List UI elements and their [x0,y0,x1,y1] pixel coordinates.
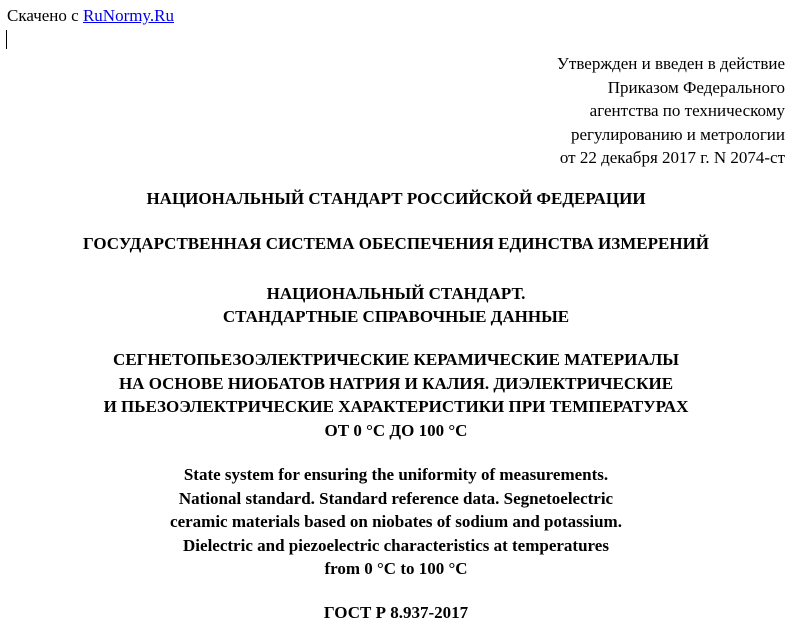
russian-title [0,348,792,442]
gse-heading-text: ГОСУДАРСТВЕННАЯ СИСТЕМА ОБЕСПЕЧЕНИЯ ЕДИНСТВА ИЗМЕРЕНИЙ [82,234,710,253]
approval-line: от 22 декабря 2017 г. N 2074-ст [559,148,785,167]
gost-number: ГОСТ Р 8.937-2017 [323,603,469,622]
approval-line: Приказом Федерального [607,77,785,97]
russian-title-line: И ПЬЕЗОЭЛЕКТРИЧЕСКИЕ ХАРАКТЕРИСТИКИ ПРИ ТЕМПЕРАТУРАХ [103,397,689,416]
russian-title-line: ОТ 0 °С ДО 100 °С [324,420,468,440]
english-title-line: State system for ensuring the uniformity of measurements. [183,465,609,484]
standard-reference-heading [0,282,792,328]
russian-title-line: НА ОСНОВЕ НИОБАТОВ НАТРИЯ И КАЛИЯ. ДИЭЛЕКТРИЧЕСКИЕ [118,373,674,393]
gse-heading [0,233,792,255]
national-standard-heading-text: НАЦИОНАЛЬНЫЙ СТАНДАРТ РОССИЙСКОЙ ФЕДЕРАЦИИ [146,189,646,208]
download-prefix: Скачено с [7,6,83,25]
english-title [0,463,792,581]
runormy-link[interactable]: RuNormy.Ru [82,6,174,25]
english-title-line: Dielectric and piezoelectric characteristics at temperatures [183,535,609,555]
gost-designation [0,602,792,624]
approval-block [365,52,785,170]
approval-line: агентства по техническому [589,101,785,120]
english-title-line: National standard. Standard reference data. Segnetoelectric [178,488,614,508]
english-title-line: from 0 °C to 100 °C [324,559,468,578]
approval-line: регулированию и метрологии [570,124,785,144]
standard-heading-line: СТАНДАРТНЫЕ СПРАВОЧНЫЕ ДАННЫЕ [222,307,570,326]
english-title-line: ceramic materials based on niobates of sodium and potassium. [170,512,622,531]
download-source-line [7,6,174,26]
text-cursor [6,30,7,49]
national-standard-heading [0,188,792,210]
standard-heading-line: НАЦИОНАЛЬНЫЙ СТАНДАРТ. [266,284,526,303]
russian-title-line: СЕГНЕТОПЬЕЗОЭЛЕКТРИЧЕСКИЕ КЕРАМИЧЕСКИЕ МАТЕРИАЛЫ [113,350,679,369]
approval-line: Утвержден и введен в действие [556,54,785,73]
